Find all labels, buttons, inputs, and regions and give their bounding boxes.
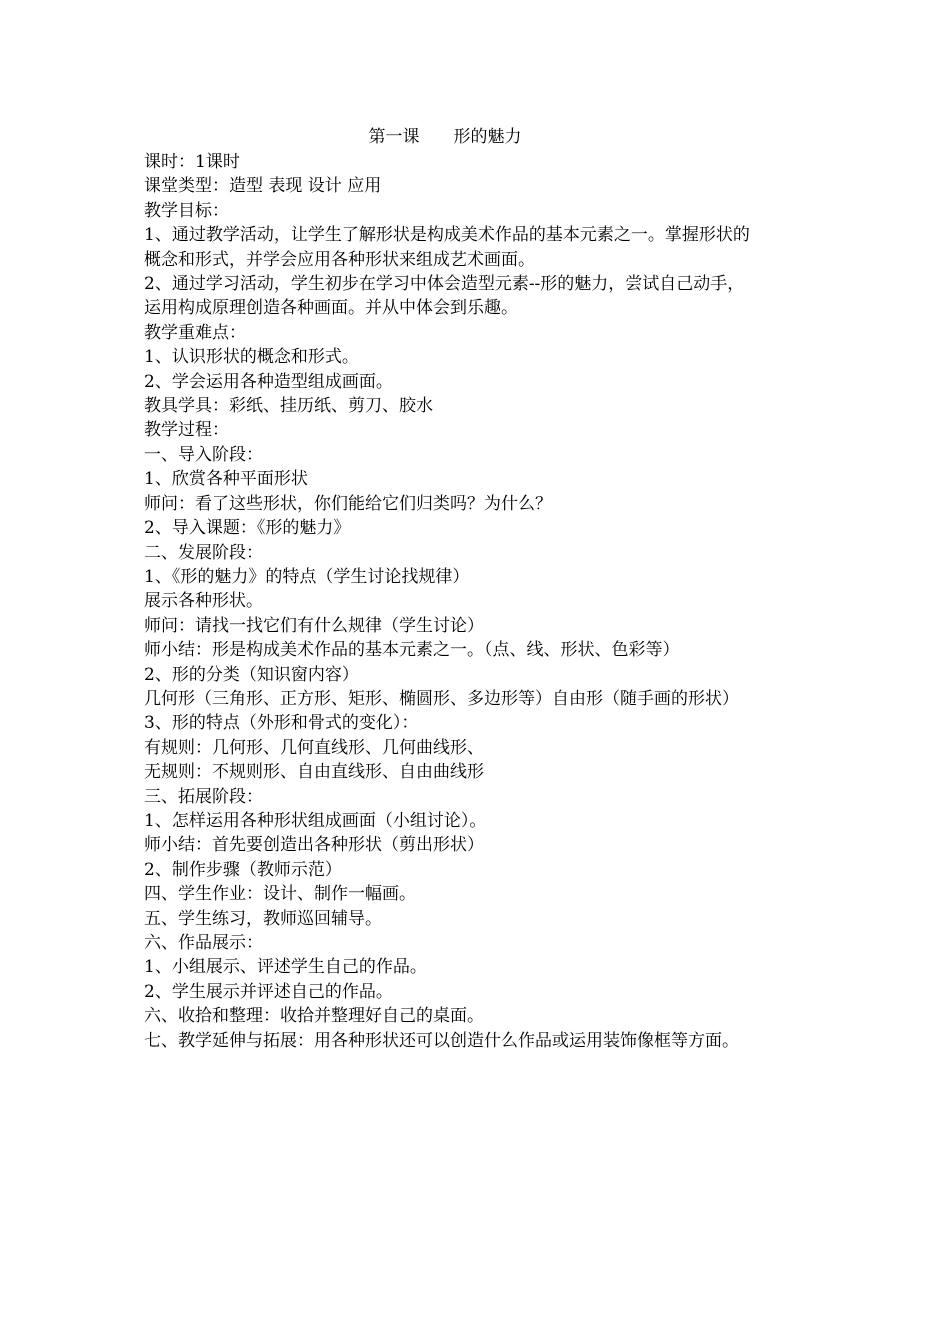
lesson-title: 第一课 形的魅力 xyxy=(368,127,522,147)
lesson-line: 1、《形的魅力》的特点（学生讨论找规律） xyxy=(144,566,470,587)
lesson-line: 教学过程： xyxy=(144,420,229,441)
lesson-line: 六、收拾和整理：收拾并整理好自己的桌面。 xyxy=(144,1006,484,1027)
lesson-line: 二、发展阶段： xyxy=(144,542,263,563)
lesson-line: 三、拓展阶段： xyxy=(144,786,263,807)
lesson-line: 一、导入阶段： xyxy=(144,444,263,465)
lesson-line: 师小结：首先要创造出各种形状（剪出形状） xyxy=(144,835,484,856)
lesson-line: 有规则：几何形、几何直线形、几何曲线形、 xyxy=(144,737,484,758)
lesson-line: 教具学具：彩纸、挂历纸、剪刀、胶水 xyxy=(144,396,433,417)
lesson-body xyxy=(144,150,824,1053)
lesson-line: 2、制作步骤（教师示范） xyxy=(144,859,342,880)
lesson-line: 2、学会运用各种造型组成画面。 xyxy=(144,371,393,392)
lesson-line: 运用构成原理创造各种画面。并从中体会到乐趣。 xyxy=(144,298,518,319)
lesson-line: 课堂类型：造型 表现 设计 应用 xyxy=(144,176,382,197)
lesson-line: 1、怎样运用各种形状组成画面（小组讨论）。 xyxy=(144,810,487,831)
lesson-line: 无规则：不规则形、自由直线形、自由曲线形 xyxy=(144,762,484,783)
lesson-line: 1、通过教学活动，让学生了解形状是构成美术作品的基本元素之一。掌握形状的 xyxy=(144,225,750,246)
lesson-line: 1、认识形状的概念和形式。 xyxy=(144,347,359,368)
lesson-line: 师小结：形是构成美术作品的基本元素之一。（点、线、形状、色彩等） xyxy=(144,640,680,661)
lesson-line: 六、作品展示： xyxy=(144,933,263,953)
lesson-line: 教学重难点： xyxy=(144,322,246,343)
lesson-line: 五、学生练习，教师巡回辅导。 xyxy=(144,908,382,929)
lesson-line: 3、形的特点（外形和骨式的变化）： xyxy=(144,713,419,734)
lesson-line: 2、导入课题：《形的魅力》 xyxy=(144,518,351,539)
lesson-line: 1、欣赏各种平面形状 xyxy=(144,469,308,490)
lesson-line: 课时：1课时 xyxy=(144,152,240,172)
lesson-line: 师问：请找一找它们有什么规律（学生讨论） xyxy=(144,615,484,636)
lesson-line: 四、学生作业：设计、制作一幅画。 xyxy=(144,884,416,905)
lesson-line: 展示各种形状。 xyxy=(144,591,263,612)
lesson-line: 师问：看了这些形状，你们能给它们归类吗？为什么？ xyxy=(144,493,552,514)
lesson-line: 七、教学延伸与拓展：用各种形状还可以创造什么作品或运用装饰像框等方面。 xyxy=(144,1030,739,1051)
lesson-line: 2、学生展示并评述自己的作品。 xyxy=(144,981,393,1002)
lesson-line: 教学目标： xyxy=(144,200,229,221)
lesson-line: 2、通过学习活动，学生初步在学习中体会造型元素--形的魅力，尝试自己动手， xyxy=(144,274,745,295)
lesson-line: 几何形（三角形、正方形、矩形、椭圆形、多边形等）自由形（随手画的形状） xyxy=(144,688,739,709)
lesson-line: 2、形的分类（知识窗内容） xyxy=(144,664,359,685)
lesson-line: 1、小组展示、评述学生自己的作品。 xyxy=(144,957,427,978)
lesson-line: 概念和形式，并学会应用各种形状来组成艺术画面。 xyxy=(144,249,535,270)
